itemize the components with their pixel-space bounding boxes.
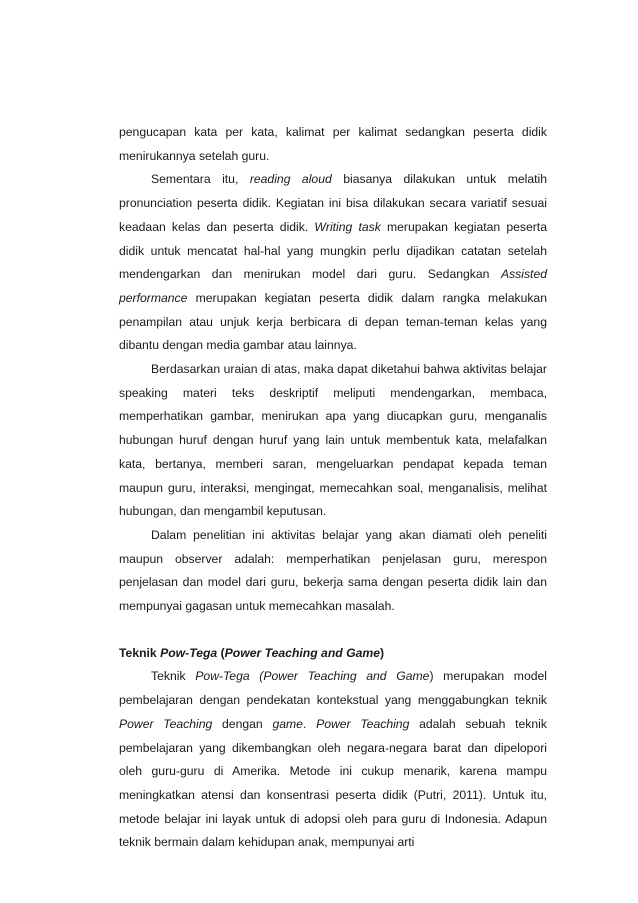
italic-term: Pow-Tega (Power Teaching and Game — [195, 669, 430, 684]
italic-term: Writing task — [314, 219, 381, 234]
paragraph-text: merupakan kegiatan peserta didik dalam rangka melakukan penampilan atau unjuk kerja berbicara di depan teman-teman kelas yang dibantu dengan media gambar atau lainnya. — [119, 290, 547, 353]
paragraph-text: merupakan kegiatan peserta didik untuk mencatat hal-hal yang mungkin perlu dijadikan catatan setelah mendengarkan dan menirukan model dari guru. Sedangkan — [119, 219, 547, 282]
paragraph-text: biasanya dilakukan untuk melatih pronunciation peserta didik. Kegiatan ini bisa dilakukan secara variatif sesuai keadaan kelas dan peserta didik. — [119, 172, 547, 234]
heading-text: ) — [379, 645, 385, 660]
paragraph-text: Berdasarkan uraian di atas, maka dapat diketahui bahwa aktivitas belajar speaking materi teks deskriptif meliputi mendengarkan, membaca, memperhatikan gambar, menirukan apa yang diucapkan guru, menganalis hubungan huruf dengan huruf yang lain untuk membentuk kata, melafalkan kata, bertanya, memberi saran, mengeluarkan pendapat kepada teman maupun guru, interaksi, mengingat, memecahkan soal, menganalisis, melihat hubungan, dan mengambil keputusan. — [119, 362, 547, 519]
paragraph-penelitian — [119, 524, 547, 619]
page-content — [119, 121, 547, 855]
paragraph-reading-aloud — [119, 168, 547, 358]
italic-term: game — [272, 716, 303, 731]
paragraph-text: Teknik — [151, 669, 196, 684]
paragraph-pow-tega — [119, 665, 547, 855]
paragraph-text: dengan — [212, 716, 273, 731]
paragraph-text: Dalam penelitian ini aktivitas belajar yang akan diamati oleh peneliti maupun observer adalah: memperhatikan penjelasan guru, merespon penjelasan dan model dari guru, bekerja sama dengan peserta didik lain dan mempunyai gagasan untuk memecahkan masalah. — [119, 527, 547, 614]
italic-term: reading aloud — [249, 172, 332, 187]
italic-term: Power Teaching — [119, 716, 213, 731]
italic-term: Power Teaching — [316, 716, 410, 731]
paragraph-text: Sementara itu, — [151, 172, 250, 187]
heading-text: ( — [217, 645, 225, 660]
heading-text: Teknik — [119, 645, 161, 660]
paragraph-text: pengucapan kata per kata, kalimat per kalimat sedangkan peserta didik menirukannya setelah guru. — [119, 125, 547, 163]
paragraph-aktivitas — [119, 358, 547, 524]
paragraph-text: . — [302, 716, 317, 731]
heading-italic: Pow-Tega — [160, 645, 218, 660]
paragraph-continuation — [119, 121, 547, 168]
italic-term: Assisted performance — [119, 267, 547, 305]
section-heading — [119, 636, 547, 666]
heading-italic: Power Teaching and Game — [224, 645, 380, 660]
paragraph-text: ) merupakan model pembelajaran dengan pendekatan kontekstual yang menggabungkan teknik — [119, 669, 548, 708]
paragraph-text: adalah sebuah teknik pembelajaran yang dikembangkan oleh negara-negara barat dan dipelopori oleh guru-guru di Amerika. Metode ini cukup menarik, karena mampu meningkatkan atensi dan konsentrasi peserta didik (Putri, 2011). Untuk itu, metode belajar ini layak untuk di adopsi oleh para guru di Indonesia. Adapun teknik bermain dalam kehidupan anak, mempunyai arti — [119, 716, 547, 850]
